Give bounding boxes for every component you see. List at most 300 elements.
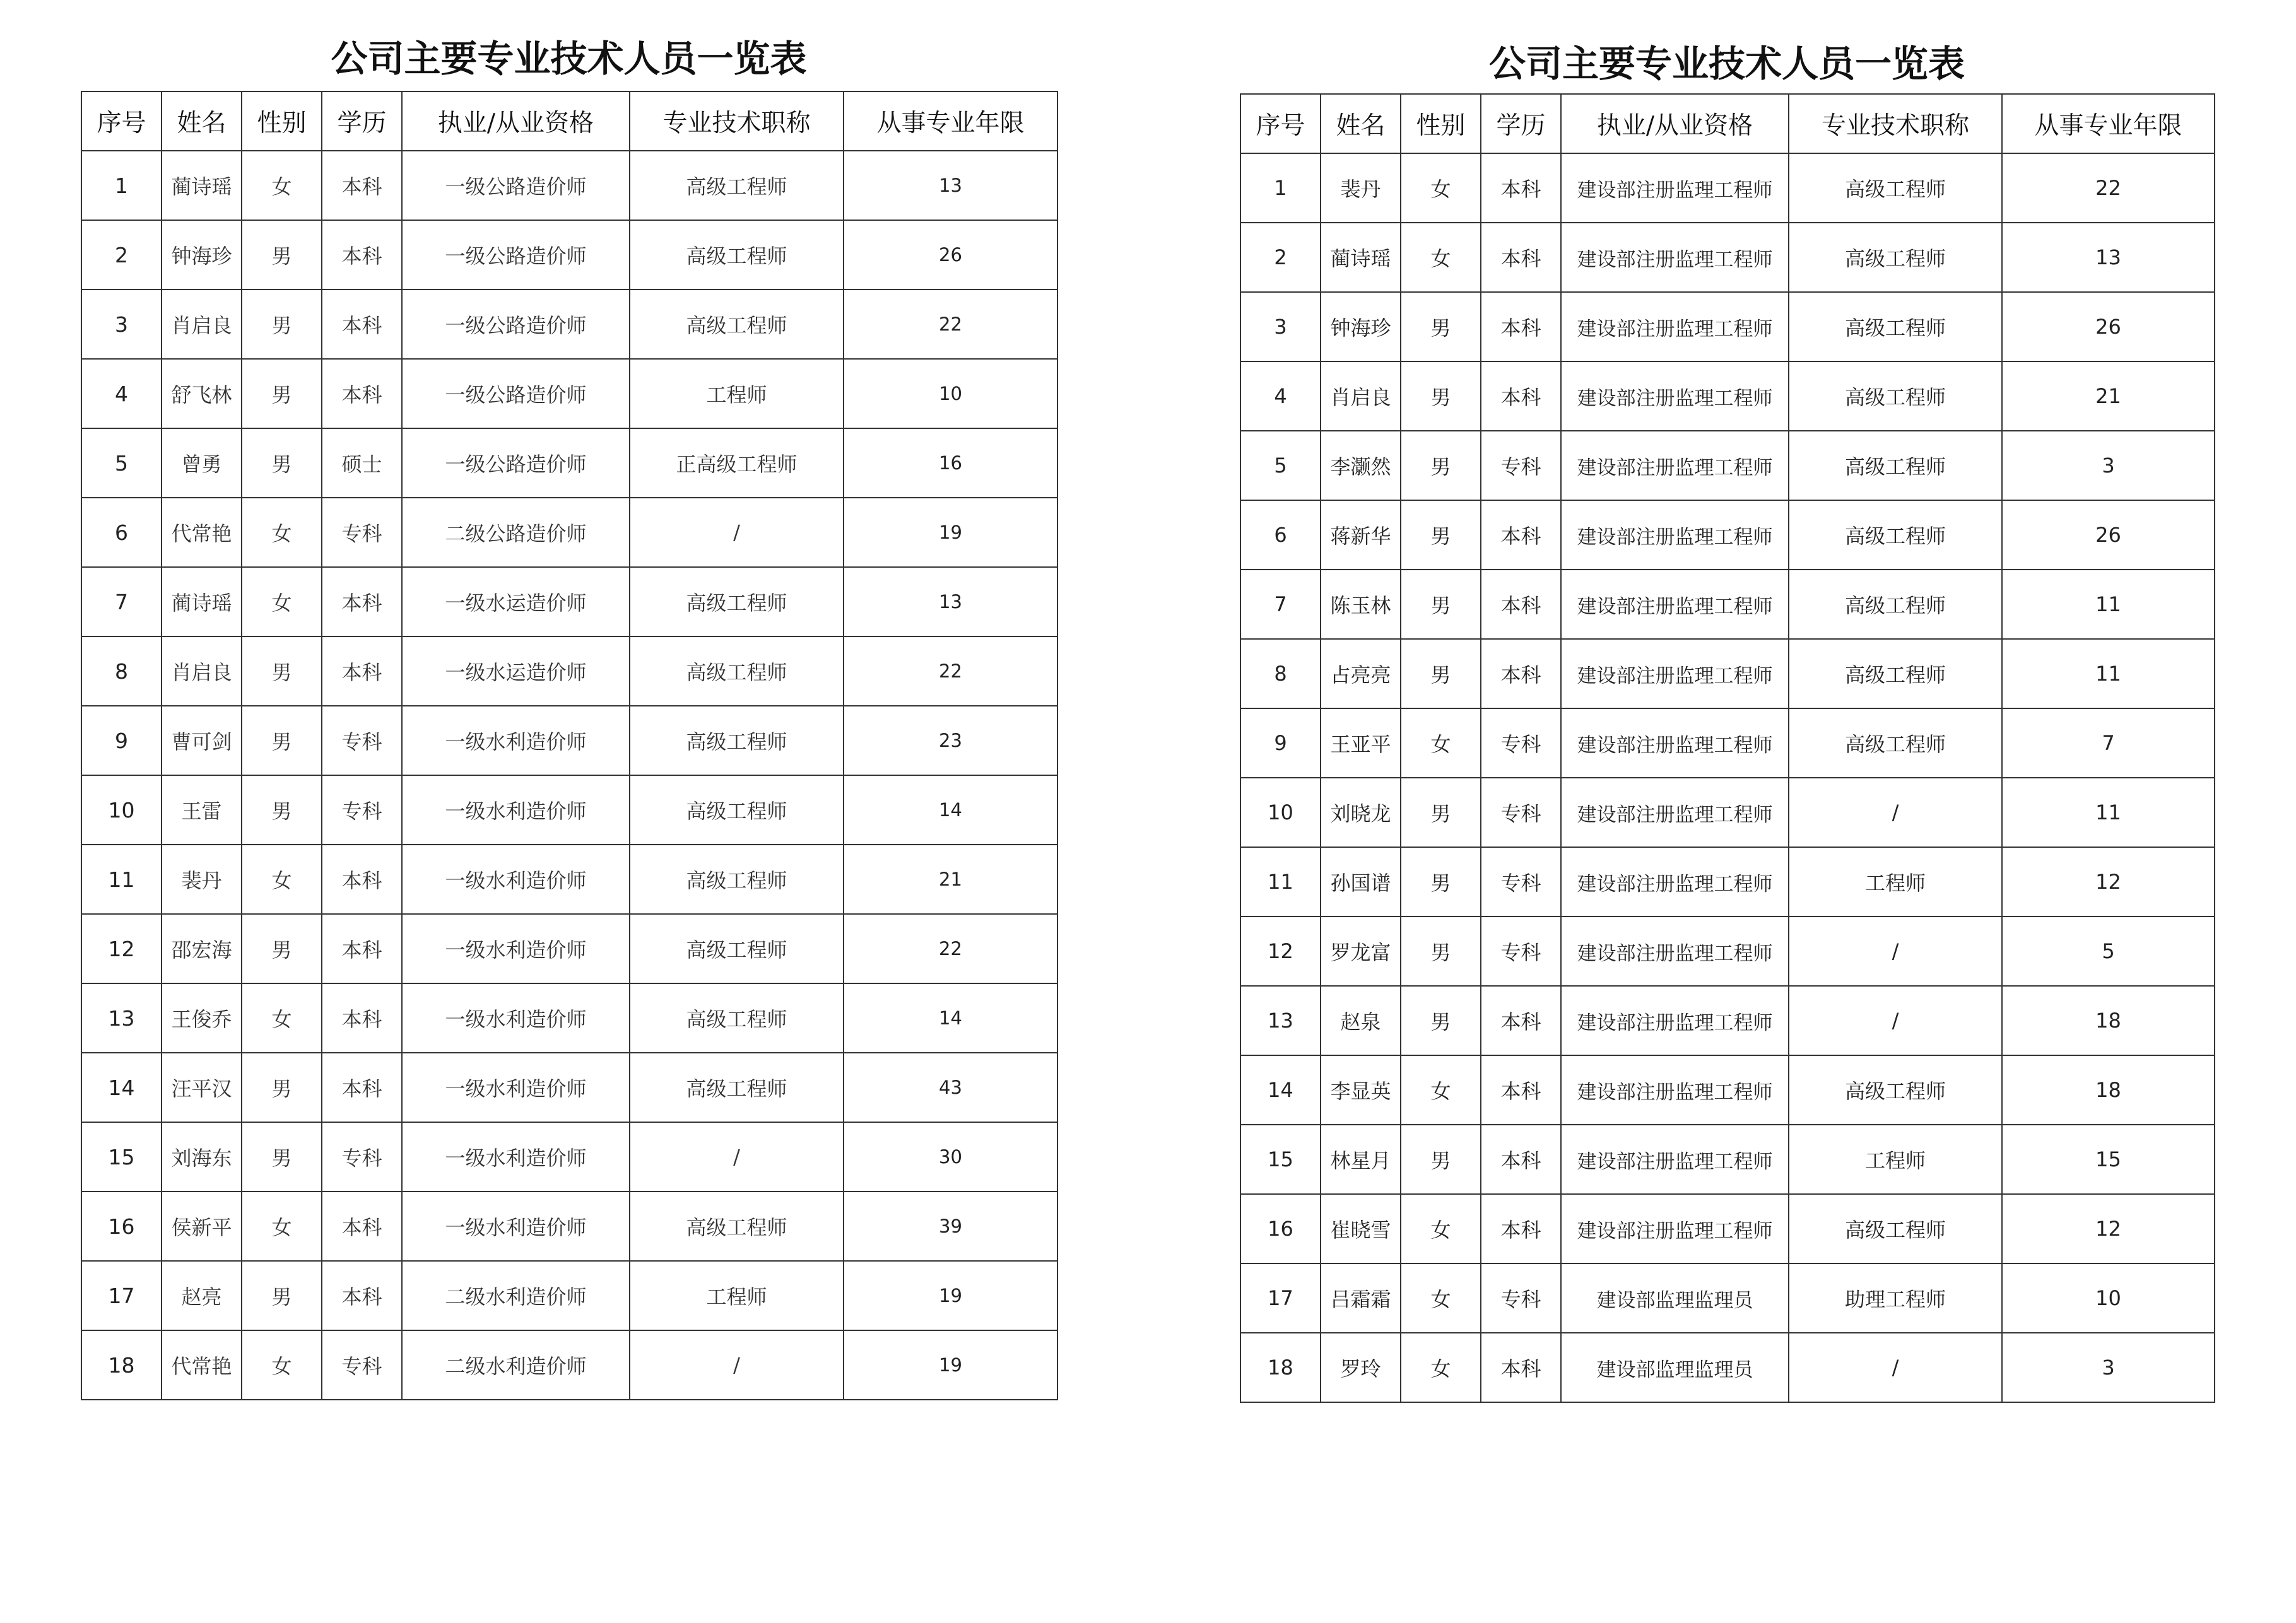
cell-gender: 男 bbox=[242, 1122, 322, 1192]
cell-title: 高级工程师 bbox=[1789, 708, 2002, 778]
cell-gender: 男 bbox=[1401, 847, 1481, 917]
cell-gender: 女 bbox=[1401, 1263, 1481, 1333]
cell-gender: 女 bbox=[242, 498, 322, 567]
cell-qualification: 一级公路造价师 bbox=[402, 359, 630, 428]
cell-education: 本科 bbox=[1481, 153, 1561, 223]
cell-years: 21 bbox=[844, 845, 1057, 914]
column-header-name: 姓名 bbox=[1321, 94, 1401, 153]
cell-gender: 女 bbox=[1401, 223, 1481, 292]
cell-name: 舒飞林 bbox=[162, 359, 242, 428]
cell-name: 赵亮 bbox=[162, 1261, 242, 1330]
cell-name: 王亚平 bbox=[1321, 708, 1401, 778]
cell-qualification: 一级水利造价师 bbox=[402, 775, 630, 845]
cell-title: 助理工程师 bbox=[1789, 1263, 2002, 1333]
cell-name: 蔺诗瑶 bbox=[162, 151, 242, 220]
cell-no: 5 bbox=[81, 428, 162, 498]
cell-title: 高级工程师 bbox=[630, 290, 844, 359]
cell-years: 26 bbox=[2002, 500, 2215, 570]
cell-gender: 女 bbox=[242, 983, 322, 1053]
cell-education: 本科 bbox=[322, 290, 402, 359]
cell-education: 本科 bbox=[322, 983, 402, 1053]
cell-name: 蔺诗瑶 bbox=[162, 567, 242, 636]
right-staff-table bbox=[1240, 93, 2215, 1403]
cell-no: 15 bbox=[81, 1122, 162, 1192]
cell-qualification: 建设部注册监理工程师 bbox=[1561, 1125, 1789, 1194]
cell-name: 代常艳 bbox=[162, 1330, 242, 1400]
cell-title: 高级工程师 bbox=[1789, 153, 2002, 223]
cell-name: 邵宏海 bbox=[162, 914, 242, 983]
cell-years: 10 bbox=[2002, 1263, 2215, 1333]
cell-qualification: 二级水利造价师 bbox=[402, 1330, 630, 1400]
cell-name: 孙国谱 bbox=[1321, 847, 1401, 917]
table-row bbox=[81, 914, 1057, 983]
table-row bbox=[81, 428, 1057, 498]
cell-name: 林星月 bbox=[1321, 1125, 1401, 1194]
cell-title: 高级工程师 bbox=[1789, 223, 2002, 292]
cell-no: 2 bbox=[1240, 223, 1321, 292]
right-table-title: 公司主要专业技术人员一览表 bbox=[1488, 42, 1965, 85]
cell-no: 13 bbox=[81, 983, 162, 1053]
cell-years: 23 bbox=[844, 706, 1057, 775]
cell-title: 高级工程师 bbox=[630, 914, 844, 983]
cell-education: 专科 bbox=[322, 1122, 402, 1192]
cell-name: 蒋新华 bbox=[1321, 500, 1401, 570]
cell-years: 18 bbox=[2002, 986, 2215, 1055]
cell-title: / bbox=[630, 1122, 844, 1192]
cell-title: 高级工程师 bbox=[1789, 292, 2002, 361]
cell-name: 占亮亮 bbox=[1321, 639, 1401, 708]
cell-no: 14 bbox=[1240, 1055, 1321, 1125]
cell-name: 代常艳 bbox=[162, 498, 242, 567]
cell-education: 本科 bbox=[322, 1053, 402, 1122]
cell-title: 高级工程师 bbox=[630, 151, 844, 220]
cell-name: 崔晓雪 bbox=[1321, 1194, 1401, 1263]
table-row bbox=[81, 775, 1057, 845]
cell-no: 9 bbox=[81, 706, 162, 775]
cell-no: 8 bbox=[1240, 639, 1321, 708]
table-row bbox=[81, 1122, 1057, 1192]
cell-qualification: 建设部注册监理工程师 bbox=[1561, 1194, 1789, 1263]
cell-education: 专科 bbox=[322, 498, 402, 567]
left-table-title: 公司主要专业技术人员一览表 bbox=[331, 37, 807, 80]
cell-years: 22 bbox=[2002, 153, 2215, 223]
cell-education: 专科 bbox=[1481, 778, 1561, 847]
table-row bbox=[81, 636, 1057, 706]
cell-qualification: 建设部监理监理员 bbox=[1561, 1263, 1789, 1333]
cell-qualification: 建设部注册监理工程师 bbox=[1561, 431, 1789, 500]
cell-years: 39 bbox=[844, 1192, 1057, 1261]
table-header-row bbox=[81, 91, 1057, 151]
cell-name: 王雷 bbox=[162, 775, 242, 845]
cell-no: 6 bbox=[81, 498, 162, 567]
cell-education: 专科 bbox=[322, 1330, 402, 1400]
cell-title: 高级工程师 bbox=[1789, 431, 2002, 500]
cell-qualification: 一级水利造价师 bbox=[402, 1122, 630, 1192]
cell-qualification: 一级公路造价师 bbox=[402, 290, 630, 359]
cell-name: 曾勇 bbox=[162, 428, 242, 498]
table-row bbox=[1240, 500, 2215, 570]
cell-title: 高级工程师 bbox=[630, 567, 844, 636]
cell-title: 高级工程师 bbox=[630, 220, 844, 290]
cell-title: 高级工程师 bbox=[630, 775, 844, 845]
cell-education: 本科 bbox=[1481, 1333, 1561, 1402]
cell-qualification: 一级水利造价师 bbox=[402, 1192, 630, 1261]
cell-education: 本科 bbox=[322, 1192, 402, 1261]
cell-name: 钟海珍 bbox=[162, 220, 242, 290]
cell-education: 专科 bbox=[1481, 917, 1561, 986]
cell-title: 高级工程师 bbox=[1789, 1194, 2002, 1263]
table-row bbox=[1240, 1125, 2215, 1194]
cell-years: 22 bbox=[844, 290, 1057, 359]
cell-qualification: 一级水利造价师 bbox=[402, 983, 630, 1053]
cell-years: 14 bbox=[844, 775, 1057, 845]
cell-qualification: 一级水运造价师 bbox=[402, 567, 630, 636]
cell-title: 高级工程师 bbox=[1789, 570, 2002, 639]
cell-years: 13 bbox=[2002, 223, 2215, 292]
cell-years: 10 bbox=[844, 359, 1057, 428]
cell-no: 16 bbox=[1240, 1194, 1321, 1263]
cell-no: 11 bbox=[81, 845, 162, 914]
cell-name: 赵泉 bbox=[1321, 986, 1401, 1055]
column-header-name: 姓名 bbox=[162, 91, 242, 151]
cell-years: 22 bbox=[844, 914, 1057, 983]
cell-name: 肖启良 bbox=[162, 636, 242, 706]
cell-name: 李显英 bbox=[1321, 1055, 1401, 1125]
cell-no: 10 bbox=[81, 775, 162, 845]
cell-qualification: 一级水利造价师 bbox=[402, 914, 630, 983]
cell-education: 本科 bbox=[322, 1261, 402, 1330]
table-row bbox=[1240, 1194, 2215, 1263]
cell-no: 10 bbox=[1240, 778, 1321, 847]
cell-name: 裴丹 bbox=[162, 845, 242, 914]
cell-years: 13 bbox=[844, 567, 1057, 636]
cell-education: 专科 bbox=[1481, 431, 1561, 500]
cell-education: 本科 bbox=[322, 636, 402, 706]
cell-qualification: 建设部注册监理工程师 bbox=[1561, 778, 1789, 847]
cell-no: 8 bbox=[81, 636, 162, 706]
cell-title: / bbox=[630, 1330, 844, 1400]
cell-education: 专科 bbox=[1481, 847, 1561, 917]
cell-gender: 男 bbox=[1401, 1125, 1481, 1194]
cell-no: 2 bbox=[81, 220, 162, 290]
cell-education: 专科 bbox=[1481, 1263, 1561, 1333]
cell-education: 本科 bbox=[1481, 1125, 1561, 1194]
cell-no: 15 bbox=[1240, 1125, 1321, 1194]
table-row bbox=[81, 567, 1057, 636]
cell-years: 16 bbox=[844, 428, 1057, 498]
cell-gender: 女 bbox=[1401, 708, 1481, 778]
cell-qualification: 建设部注册监理工程师 bbox=[1561, 570, 1789, 639]
cell-education: 本科 bbox=[322, 151, 402, 220]
column-header-title: 专业技术职称 bbox=[1789, 94, 2002, 153]
cell-name: 曹可剑 bbox=[162, 706, 242, 775]
cell-years: 15 bbox=[2002, 1125, 2215, 1194]
table-row bbox=[1240, 223, 2215, 292]
cell-qualification: 一级水运造价师 bbox=[402, 636, 630, 706]
cell-education: 本科 bbox=[1481, 361, 1561, 431]
cell-gender: 男 bbox=[242, 220, 322, 290]
column-header-qualification: 执业/从业资格 bbox=[402, 91, 630, 151]
cell-title: / bbox=[1789, 778, 2002, 847]
cell-gender: 男 bbox=[242, 914, 322, 983]
column-header-no: 序号 bbox=[81, 91, 162, 151]
cell-name: 王俊乔 bbox=[162, 983, 242, 1053]
cell-gender: 女 bbox=[242, 1330, 322, 1400]
cell-title: 正高级工程师 bbox=[630, 428, 844, 498]
table-row bbox=[1240, 570, 2215, 639]
cell-title: 高级工程师 bbox=[1789, 500, 2002, 570]
cell-title: / bbox=[1789, 986, 2002, 1055]
cell-no: 18 bbox=[81, 1330, 162, 1400]
cell-qualification: 二级水利造价师 bbox=[402, 1261, 630, 1330]
cell-title: 高级工程师 bbox=[1789, 639, 2002, 708]
cell-education: 本科 bbox=[1481, 1194, 1561, 1263]
cell-education: 本科 bbox=[1481, 292, 1561, 361]
cell-years: 11 bbox=[2002, 639, 2215, 708]
cell-gender: 男 bbox=[1401, 639, 1481, 708]
cell-qualification: 建设部注册监理工程师 bbox=[1561, 1055, 1789, 1125]
cell-name: 罗玲 bbox=[1321, 1333, 1401, 1402]
cell-title: 工程师 bbox=[1789, 847, 2002, 917]
cell-education: 专科 bbox=[1481, 708, 1561, 778]
cell-title: 高级工程师 bbox=[630, 845, 844, 914]
cell-title: / bbox=[1789, 917, 2002, 986]
left-panel bbox=[81, 0, 1057, 1400]
cell-qualification: 建设部注册监理工程师 bbox=[1561, 153, 1789, 223]
table-row bbox=[1240, 1333, 2215, 1402]
cell-gender: 男 bbox=[1401, 431, 1481, 500]
cell-years: 11 bbox=[2002, 570, 2215, 639]
column-header-title: 专业技术职称 bbox=[630, 91, 844, 151]
cell-gender: 男 bbox=[242, 290, 322, 359]
cell-no: 17 bbox=[1240, 1263, 1321, 1333]
cell-title: 工程师 bbox=[630, 1261, 844, 1330]
table-row bbox=[1240, 361, 2215, 431]
cell-title: 工程师 bbox=[630, 359, 844, 428]
table-row bbox=[1240, 431, 2215, 500]
table-row bbox=[1240, 153, 2215, 223]
column-header-years: 从事专业年限 bbox=[844, 91, 1057, 151]
cell-qualification: 二级公路造价师 bbox=[402, 498, 630, 567]
cell-no: 18 bbox=[1240, 1333, 1321, 1402]
cell-years: 18 bbox=[2002, 1055, 2215, 1125]
cell-qualification: 建设部注册监理工程师 bbox=[1561, 361, 1789, 431]
cell-gender: 男 bbox=[1401, 986, 1481, 1055]
cell-title: 高级工程师 bbox=[630, 1053, 844, 1122]
cell-gender: 男 bbox=[242, 1261, 322, 1330]
cell-education: 专科 bbox=[322, 775, 402, 845]
table-row bbox=[81, 290, 1057, 359]
cell-no: 11 bbox=[1240, 847, 1321, 917]
cell-name: 吕霜霜 bbox=[1321, 1263, 1401, 1333]
cell-name: 钟海珍 bbox=[1321, 292, 1401, 361]
cell-no: 6 bbox=[1240, 500, 1321, 570]
cell-no: 3 bbox=[1240, 292, 1321, 361]
cell-title: 高级工程师 bbox=[630, 1192, 844, 1261]
cell-years: 19 bbox=[844, 1330, 1057, 1400]
cell-no: 1 bbox=[81, 151, 162, 220]
cell-education: 本科 bbox=[1481, 986, 1561, 1055]
cell-years: 21 bbox=[2002, 361, 2215, 431]
cell-years: 43 bbox=[844, 1053, 1057, 1122]
cell-name: 刘晓龙 bbox=[1321, 778, 1401, 847]
cell-title: 工程师 bbox=[1789, 1125, 2002, 1194]
cell-gender: 女 bbox=[1401, 1055, 1481, 1125]
cell-years: 22 bbox=[844, 636, 1057, 706]
cell-name: 汪平汉 bbox=[162, 1053, 242, 1122]
column-header-gender: 性别 bbox=[1401, 94, 1481, 153]
right-panel bbox=[1240, 0, 2214, 1403]
cell-qualification: 建设部注册监理工程师 bbox=[1561, 639, 1789, 708]
table-row bbox=[81, 220, 1057, 290]
cell-name: 侯新平 bbox=[162, 1192, 242, 1261]
cell-years: 3 bbox=[2002, 1333, 2215, 1402]
cell-education: 本科 bbox=[322, 567, 402, 636]
column-header-years: 从事专业年限 bbox=[2002, 94, 2215, 153]
cell-years: 3 bbox=[2002, 431, 2215, 500]
cell-qualification: 一级水利造价师 bbox=[402, 706, 630, 775]
table-row bbox=[1240, 639, 2215, 708]
cell-no: 5 bbox=[1240, 431, 1321, 500]
cell-years: 13 bbox=[844, 151, 1057, 220]
cell-education: 本科 bbox=[1481, 570, 1561, 639]
cell-qualification: 一级公路造价师 bbox=[402, 220, 630, 290]
cell-gender: 男 bbox=[242, 1053, 322, 1122]
cell-no: 4 bbox=[81, 359, 162, 428]
cell-years: 5 bbox=[2002, 917, 2215, 986]
cell-name: 陈玉林 bbox=[1321, 570, 1401, 639]
cell-no: 14 bbox=[81, 1053, 162, 1122]
cell-qualification: 一级水利造价师 bbox=[402, 1053, 630, 1122]
column-header-education: 学历 bbox=[1481, 94, 1561, 153]
cell-title: / bbox=[630, 498, 844, 567]
cell-gender: 男 bbox=[242, 775, 322, 845]
cell-title: / bbox=[1789, 1333, 2002, 1402]
cell-education: 本科 bbox=[322, 845, 402, 914]
cell-gender: 男 bbox=[1401, 361, 1481, 431]
cell-years: 11 bbox=[2002, 778, 2215, 847]
cell-education: 硕士 bbox=[322, 428, 402, 498]
cell-education: 本科 bbox=[1481, 500, 1561, 570]
table-row bbox=[1240, 778, 2215, 847]
cell-name: 李灏然 bbox=[1321, 431, 1401, 500]
cell-no: 7 bbox=[81, 567, 162, 636]
cell-title: 高级工程师 bbox=[630, 983, 844, 1053]
left-staff-table bbox=[81, 91, 1058, 1400]
table-row bbox=[1240, 1055, 2215, 1125]
cell-gender: 男 bbox=[242, 706, 322, 775]
cell-years: 14 bbox=[844, 983, 1057, 1053]
cell-gender: 女 bbox=[242, 1192, 322, 1261]
table-row bbox=[1240, 986, 2215, 1055]
cell-name: 刘海东 bbox=[162, 1122, 242, 1192]
cell-no: 7 bbox=[1240, 570, 1321, 639]
table-row bbox=[81, 1330, 1057, 1400]
table-row bbox=[1240, 917, 2215, 986]
column-header-education: 学历 bbox=[322, 91, 402, 151]
cell-qualification: 建设部监理监理员 bbox=[1561, 1333, 1789, 1402]
table-row bbox=[1240, 708, 2215, 778]
cell-no: 1 bbox=[1240, 153, 1321, 223]
cell-education: 本科 bbox=[322, 359, 402, 428]
table-row bbox=[81, 151, 1057, 220]
cell-years: 7 bbox=[2002, 708, 2215, 778]
cell-qualification: 建设部注册监理工程师 bbox=[1561, 292, 1789, 361]
cell-education: 本科 bbox=[1481, 639, 1561, 708]
cell-no: 3 bbox=[81, 290, 162, 359]
table-row bbox=[81, 1261, 1057, 1330]
table-header-row bbox=[1240, 94, 2215, 153]
cell-name: 肖启良 bbox=[162, 290, 242, 359]
cell-name: 蔺诗瑶 bbox=[1321, 223, 1401, 292]
column-header-qualification: 执业/从业资格 bbox=[1561, 94, 1789, 153]
cell-years: 19 bbox=[844, 1261, 1057, 1330]
column-header-gender: 性别 bbox=[242, 91, 322, 151]
cell-gender: 男 bbox=[1401, 778, 1481, 847]
cell-name: 裴丹 bbox=[1321, 153, 1401, 223]
cell-qualification: 建设部注册监理工程师 bbox=[1561, 500, 1789, 570]
cell-qualification: 一级公路造价师 bbox=[402, 151, 630, 220]
cell-qualification: 建设部注册监理工程师 bbox=[1561, 847, 1789, 917]
column-header-no: 序号 bbox=[1240, 94, 1321, 153]
cell-qualification: 一级水利造价师 bbox=[402, 845, 630, 914]
cell-years: 12 bbox=[2002, 1194, 2215, 1263]
cell-education: 专科 bbox=[322, 706, 402, 775]
cell-qualification: 建设部注册监理工程师 bbox=[1561, 223, 1789, 292]
cell-gender: 男 bbox=[242, 359, 322, 428]
cell-no: 16 bbox=[81, 1192, 162, 1261]
cell-gender: 女 bbox=[242, 151, 322, 220]
cell-name: 肖启良 bbox=[1321, 361, 1401, 431]
table-row bbox=[81, 845, 1057, 914]
cell-gender: 男 bbox=[1401, 917, 1481, 986]
cell-no: 9 bbox=[1240, 708, 1321, 778]
cell-gender: 女 bbox=[242, 845, 322, 914]
cell-gender: 男 bbox=[1401, 570, 1481, 639]
table-row bbox=[1240, 292, 2215, 361]
cell-name: 罗龙富 bbox=[1321, 917, 1401, 986]
cell-years: 19 bbox=[844, 498, 1057, 567]
cell-qualification: 建设部注册监理工程师 bbox=[1561, 986, 1789, 1055]
cell-title: 高级工程师 bbox=[1789, 1055, 2002, 1125]
table-row bbox=[81, 498, 1057, 567]
cell-gender: 男 bbox=[242, 428, 322, 498]
table-row bbox=[1240, 1263, 2215, 1333]
cell-gender: 女 bbox=[1401, 153, 1481, 223]
cell-education: 本科 bbox=[1481, 1055, 1561, 1125]
table-row bbox=[81, 706, 1057, 775]
cell-no: 12 bbox=[1240, 917, 1321, 986]
cell-gender: 男 bbox=[1401, 292, 1481, 361]
cell-years: 30 bbox=[844, 1122, 1057, 1192]
cell-qualification: 建设部注册监理工程师 bbox=[1561, 708, 1789, 778]
cell-no: 12 bbox=[81, 914, 162, 983]
cell-education: 本科 bbox=[322, 914, 402, 983]
cell-no: 4 bbox=[1240, 361, 1321, 431]
cell-years: 26 bbox=[844, 220, 1057, 290]
cell-qualification: 建设部注册监理工程师 bbox=[1561, 917, 1789, 986]
cell-education: 本科 bbox=[322, 220, 402, 290]
cell-gender: 女 bbox=[1401, 1333, 1481, 1402]
cell-years: 12 bbox=[2002, 847, 2215, 917]
cell-no: 17 bbox=[81, 1261, 162, 1330]
cell-years: 26 bbox=[2002, 292, 2215, 361]
table-row bbox=[81, 983, 1057, 1053]
cell-qualification: 一级公路造价师 bbox=[402, 428, 630, 498]
cell-gender: 女 bbox=[1401, 1194, 1481, 1263]
cell-gender: 男 bbox=[242, 636, 322, 706]
table-row bbox=[81, 1192, 1057, 1261]
